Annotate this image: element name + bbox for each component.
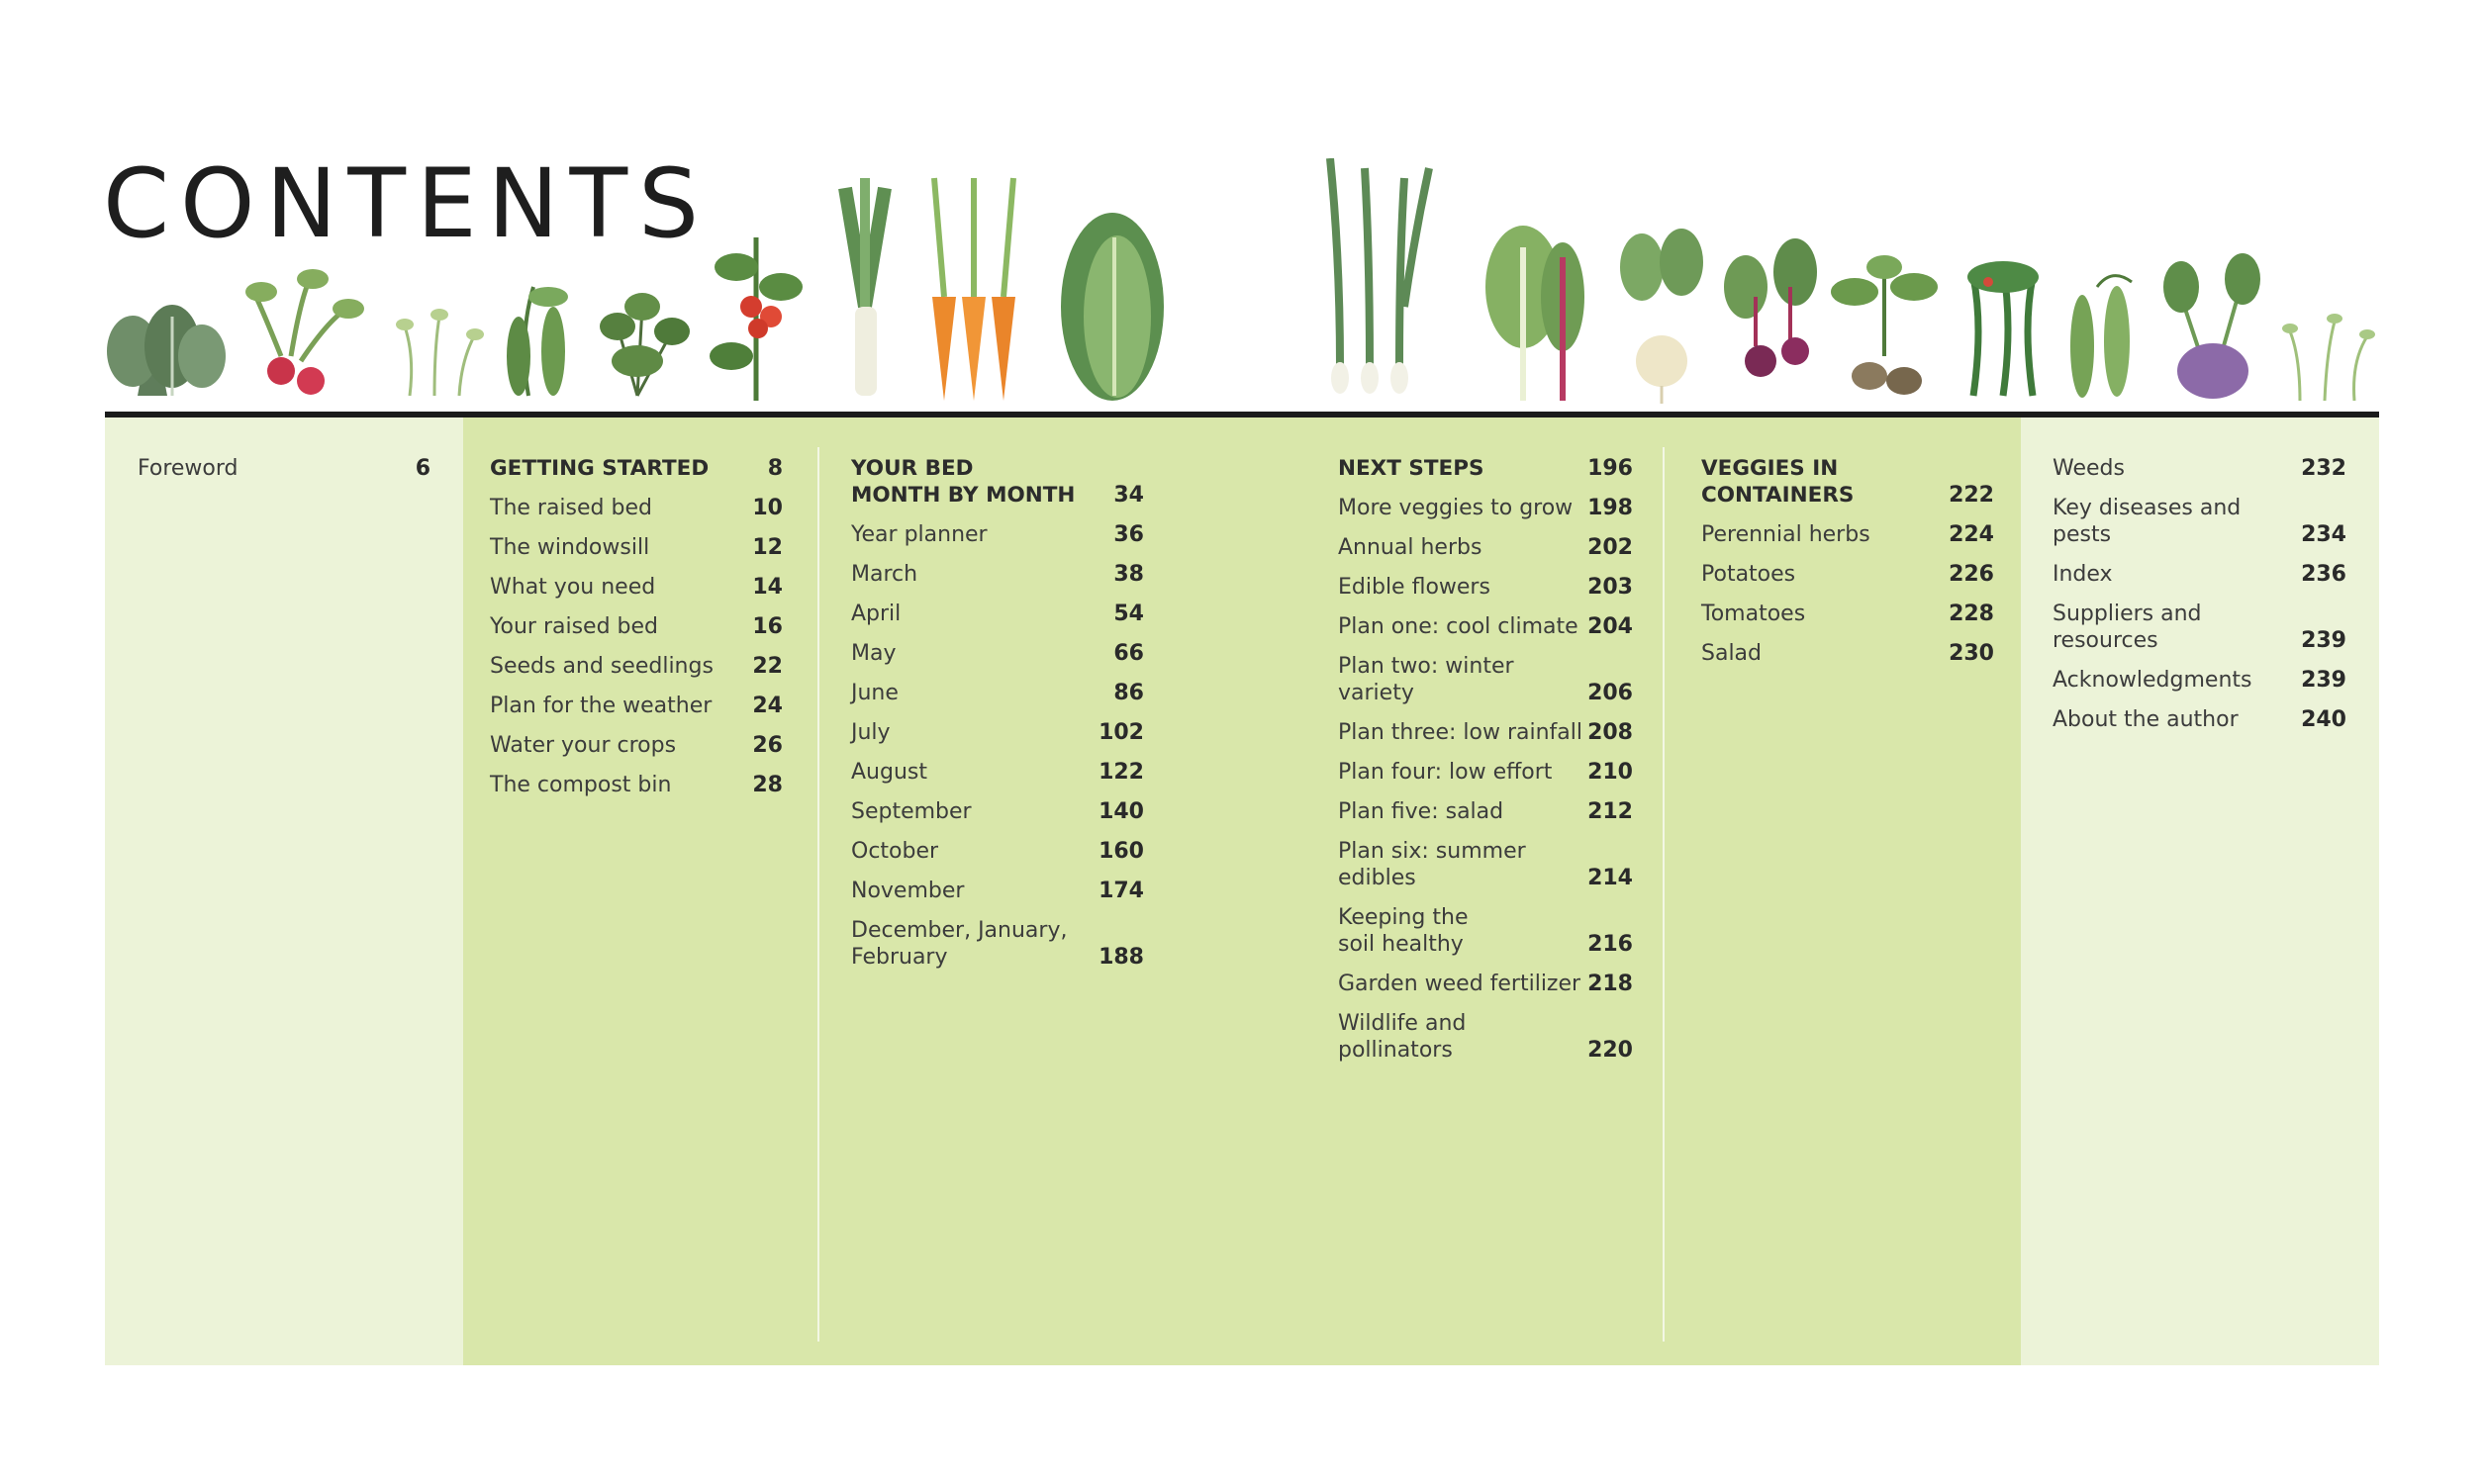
toc-entry-title: Plan three: low rainfall bbox=[1338, 720, 1582, 745]
toc-entry-title: About the author bbox=[2053, 707, 2239, 732]
tomato-plant-icon bbox=[710, 237, 803, 401]
toc-entry bbox=[2053, 706, 2346, 733]
toc-entry bbox=[1338, 838, 1633, 891]
toc-page-number: 6 bbox=[415, 456, 430, 481]
toc-page-number: 212 bbox=[1587, 799, 1633, 824]
toc-entry-title: Edible flowers bbox=[1338, 575, 1490, 600]
toc-column-foreword bbox=[138, 455, 430, 495]
potato-plant-icon bbox=[1831, 255, 1938, 395]
toc-page-number: 226 bbox=[1949, 562, 1994, 587]
leek-icon bbox=[845, 178, 885, 396]
toc-entry-title: Year planner bbox=[851, 522, 988, 547]
toc-entry-title: Key diseases and pests bbox=[2053, 496, 2242, 547]
vegetable-illustrations bbox=[103, 148, 2381, 406]
toc-entry bbox=[2053, 561, 2346, 588]
toc-entry bbox=[490, 534, 783, 561]
toc-section-heading bbox=[1338, 455, 1633, 482]
toc-page-number: 188 bbox=[1099, 945, 1144, 970]
toc-entry-title: Acknowledgments bbox=[2053, 668, 2252, 693]
toc-page-number: 208 bbox=[1587, 720, 1633, 745]
toc-page-number: 54 bbox=[1113, 602, 1144, 626]
toc-entry bbox=[490, 772, 783, 798]
toc-page-number: 236 bbox=[2301, 562, 2346, 587]
toc-page-number: 239 bbox=[2301, 628, 2346, 653]
toc-entry bbox=[1338, 495, 1633, 521]
toc-section-heading bbox=[1701, 455, 1994, 509]
romaine-lettuce-icon bbox=[1061, 213, 1164, 401]
toc-entry-title: Plan two: winter variety bbox=[1338, 654, 1514, 705]
toc-page-number: 12 bbox=[752, 535, 783, 560]
toc-entry-title: Tomatoes bbox=[1701, 602, 1806, 626]
toc-entry bbox=[851, 521, 1144, 548]
toc-entry-title: September bbox=[851, 799, 972, 824]
toc-entry-title: NEXT STEPS bbox=[1338, 456, 1484, 481]
toc-entry bbox=[1701, 561, 1994, 588]
pea-pods-icon bbox=[507, 287, 568, 396]
toc-page-number: 22 bbox=[752, 654, 783, 679]
toc-entry bbox=[1338, 613, 1633, 640]
toc-page-number: 224 bbox=[1949, 522, 1994, 547]
toc-entry-title: Perennial herbs bbox=[1701, 522, 1870, 547]
toc-entry-title: Plan six: summer edibles bbox=[1338, 839, 1526, 890]
toc-entry bbox=[2053, 455, 2346, 482]
toc-page-number: 86 bbox=[1113, 681, 1144, 705]
toc-entry-title: Plan for the weather bbox=[490, 694, 713, 718]
toc-page-number: 210 bbox=[1587, 760, 1633, 785]
toc-entry-title: April bbox=[851, 602, 902, 626]
toc-page-number: 140 bbox=[1099, 799, 1144, 824]
toc-entry bbox=[851, 601, 1144, 627]
toc-entry bbox=[490, 732, 783, 759]
toc-entry-title: More veggies to grow bbox=[1338, 496, 1574, 520]
toc-entry-title: March bbox=[851, 562, 918, 587]
beans-icon bbox=[1967, 261, 2039, 396]
toc-page-number: 216 bbox=[1587, 932, 1633, 957]
toc-entry-title: What you need bbox=[490, 575, 656, 600]
toc-column-getting-started bbox=[490, 455, 783, 811]
toc-page-number: 220 bbox=[1587, 1038, 1633, 1063]
toc-entry bbox=[851, 759, 1144, 786]
toc-page-number: 214 bbox=[1587, 866, 1633, 890]
toc-page-number: 239 bbox=[2301, 668, 2346, 693]
toc-entry bbox=[2053, 495, 2346, 548]
column-divider bbox=[817, 447, 819, 1342]
toc-entry bbox=[1338, 574, 1633, 601]
toc-page-number: 26 bbox=[752, 733, 783, 758]
toc-entry-title: The windowsill bbox=[490, 535, 650, 560]
toc-page-number: 174 bbox=[1099, 879, 1144, 903]
toc-entry-title: Potatoes bbox=[1701, 562, 1796, 587]
toc-page-number: 160 bbox=[1099, 839, 1144, 864]
toc-page-number: 222 bbox=[1949, 483, 1994, 508]
toc-entry-title: December, January, February bbox=[851, 918, 1068, 970]
toc-entry bbox=[490, 574, 783, 601]
toc-page-number: 228 bbox=[1949, 602, 1994, 626]
toc-entry bbox=[490, 613, 783, 640]
toc-entry bbox=[851, 680, 1144, 706]
toc-entry-title: Weeds bbox=[2053, 456, 2125, 481]
toc-page-number: 122 bbox=[1099, 760, 1144, 785]
toc-page-number: 206 bbox=[1587, 681, 1633, 705]
toc-entry-title: Plan four: low effort bbox=[1338, 760, 1553, 785]
toc-entry bbox=[1338, 534, 1633, 561]
toc-entry-title: June bbox=[851, 681, 899, 705]
toc-entry bbox=[851, 561, 1144, 588]
pea-shoots-icon bbox=[396, 309, 484, 396]
kale-icon bbox=[107, 305, 226, 396]
toc-entry-title: The compost bin bbox=[490, 773, 672, 797]
toc-entry bbox=[1701, 640, 1994, 667]
toc-entry-title: Plan five: salad bbox=[1338, 799, 1504, 824]
toc-page-number: 198 bbox=[1587, 496, 1633, 520]
toc-entry bbox=[2053, 667, 2346, 694]
toc-entry-title: Wildlife and pollinators bbox=[1338, 1011, 1467, 1063]
toc-page-number: 10 bbox=[752, 496, 783, 520]
toc-entry bbox=[1338, 904, 1633, 958]
toc-column-containers bbox=[1701, 455, 1994, 680]
toc-entry bbox=[851, 719, 1144, 746]
toc-entry-title: Plan one: cool climate bbox=[1338, 614, 1578, 639]
kohlrabi-icon bbox=[2163, 253, 2260, 399]
toc-entry-title: YOUR BED MONTH BY MONTH bbox=[851, 456, 1076, 508]
toc-entry-title: August bbox=[851, 760, 927, 785]
toc-entry bbox=[2053, 601, 2346, 654]
toc-entry bbox=[490, 693, 783, 719]
toc-page-number: 234 bbox=[2301, 522, 2346, 547]
toc-page-number: 36 bbox=[1113, 522, 1144, 547]
panel-foreword bbox=[105, 417, 463, 1365]
toc-column-back-matter bbox=[2053, 455, 2346, 746]
toc-entry-title: GETTING STARTED bbox=[490, 456, 710, 481]
toc-column-next-steps bbox=[1338, 455, 1633, 1076]
turnip-icon bbox=[1620, 229, 1703, 404]
toc-entry bbox=[1701, 601, 1994, 627]
toc-entry-title: Suppliers and resources bbox=[2053, 602, 2202, 653]
toc-page-number: 203 bbox=[1587, 575, 1633, 600]
toc-entry-title: July bbox=[851, 720, 891, 745]
toc-page-number: 204 bbox=[1587, 614, 1633, 639]
toc-entry-title: The raised bed bbox=[490, 496, 652, 520]
toc-page-number: 202 bbox=[1587, 535, 1633, 560]
toc-page-number: 16 bbox=[752, 614, 783, 639]
toc-entry bbox=[1338, 759, 1633, 786]
toc-page-number: 28 bbox=[752, 773, 783, 797]
toc-entry-title: Seeds and seedlings bbox=[490, 654, 714, 679]
radish-icon bbox=[245, 269, 364, 395]
column-divider bbox=[1663, 447, 1665, 1342]
toc-entry bbox=[1338, 798, 1633, 825]
toc-entry-title: Your raised bed bbox=[490, 614, 659, 639]
toc-entry bbox=[1338, 653, 1633, 706]
toc-page-number: 24 bbox=[752, 694, 783, 718]
toc-page-number: 38 bbox=[1113, 562, 1144, 587]
toc-entry-title: Salad bbox=[1701, 641, 1763, 666]
snap-peas-icon bbox=[2070, 276, 2132, 398]
toc-entry bbox=[851, 640, 1144, 667]
toc-page-number: 34 bbox=[1113, 483, 1144, 508]
toc-page-number: 102 bbox=[1099, 720, 1144, 745]
toc-entry-title: Water your crops bbox=[490, 733, 677, 758]
toc-entry-title: Foreword bbox=[138, 456, 239, 481]
herbs-icon bbox=[600, 293, 690, 396]
toc-column-month-by-month bbox=[851, 455, 1144, 983]
toc-entry bbox=[490, 495, 783, 521]
toc-entry-title: November bbox=[851, 879, 965, 903]
toc-entry bbox=[851, 838, 1144, 865]
toc-entry-title: Index bbox=[2053, 562, 2113, 587]
toc-section-heading bbox=[851, 455, 1144, 509]
toc-entry bbox=[1338, 971, 1633, 997]
toc-page-number: 66 bbox=[1113, 641, 1144, 666]
toc-entry bbox=[1338, 1010, 1633, 1064]
toc-entry-title: Keeping the soil healthy bbox=[1338, 905, 1469, 957]
toc-page-number: 14 bbox=[752, 575, 783, 600]
carrots-icon bbox=[932, 178, 1015, 401]
toc-page-number: 218 bbox=[1587, 972, 1633, 996]
spring-onions-icon bbox=[1330, 158, 1429, 394]
toc-entry-title: May bbox=[851, 641, 897, 666]
chard-icon bbox=[1485, 226, 1584, 401]
page-title: CONTENTS bbox=[103, 148, 711, 259]
toc-page-number: 230 bbox=[1949, 641, 1994, 666]
toc-entry bbox=[851, 798, 1144, 825]
toc-entry bbox=[138, 455, 430, 482]
toc-page-number: 8 bbox=[767, 456, 783, 481]
toc-entry-title: October bbox=[851, 839, 939, 864]
toc-entry bbox=[1338, 719, 1633, 746]
beetroot-icon bbox=[1724, 238, 1817, 377]
toc-page-number: 240 bbox=[2301, 707, 2346, 732]
toc-entry bbox=[490, 653, 783, 680]
toc-page-number: 232 bbox=[2301, 456, 2346, 481]
toc-section-heading bbox=[490, 455, 783, 482]
toc-entry bbox=[851, 878, 1144, 904]
toc-entry bbox=[851, 917, 1144, 971]
toc-entry bbox=[1701, 521, 1994, 548]
toc-entry-title: Annual herbs bbox=[1338, 535, 1482, 560]
toc-entry-title: Garden weed fertilizer bbox=[1338, 972, 1581, 996]
toc-page-number: 196 bbox=[1587, 456, 1633, 481]
microgreens-icon bbox=[2282, 314, 2375, 401]
toc-entry-title: VEGGIES IN CONTAINERS bbox=[1701, 456, 1855, 508]
